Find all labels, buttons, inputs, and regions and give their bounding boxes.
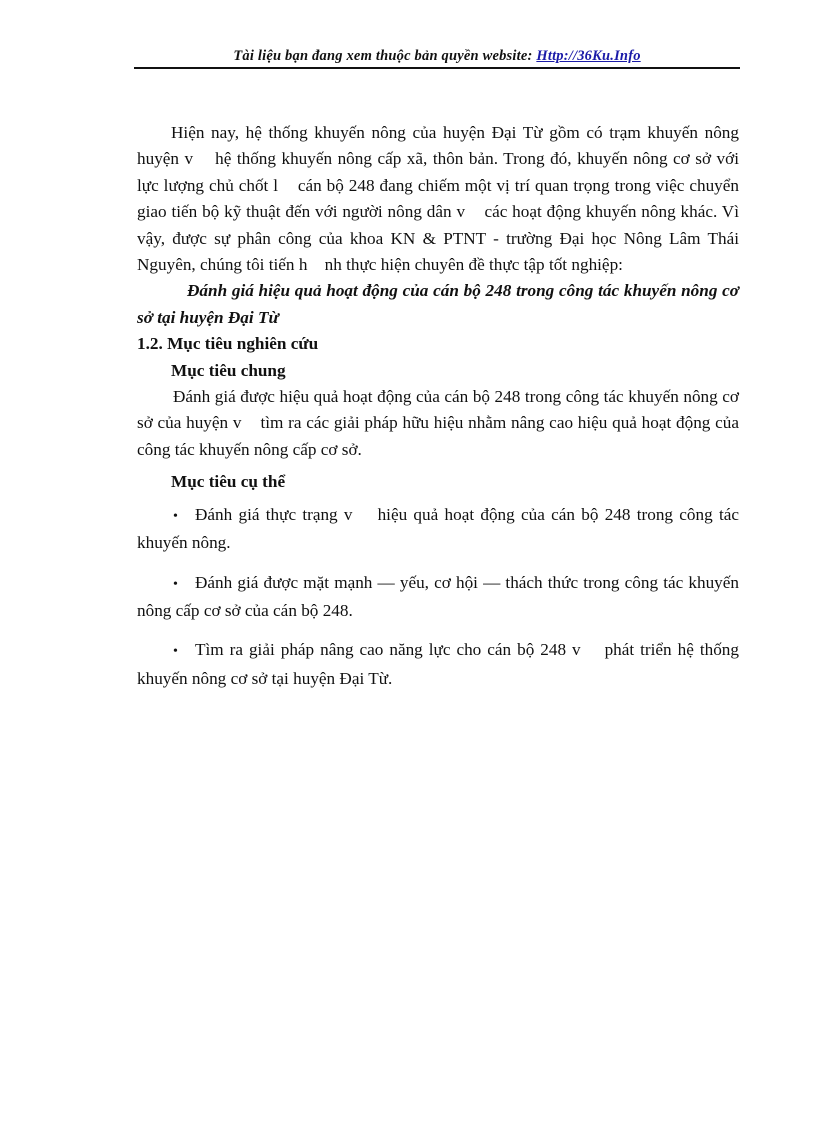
- page-header: [134, 48, 740, 65]
- bullet-text: Tìm ra giải pháp nâng cao năng lực cho cán bộ 248 v phát triển hệ thống khuyến nông cơ sở tại huyện Đại Từ.: [137, 640, 744, 688]
- bullet-text: Đánh giá được mặt mạnh — yếu, cơ hội — thách thức trong công tác khuyến nông cấp cơ sở của cán bộ 248.: [137, 572, 744, 620]
- list-item: [137, 637, 744, 692]
- specific-objective-heading: Mục tiêu cụ thể: [171, 472, 286, 492]
- bullet-icon: •: [173, 576, 178, 592]
- header-copyright-text: Tài liệu bạn đang xem thuộc bản quyền website:: [233, 48, 537, 64]
- header-website-link[interactable]: Http://36Ku.Info: [536, 48, 641, 64]
- list-item: [137, 570, 744, 625]
- document-body: [137, 120, 744, 692]
- general-objective-heading: Mục tiêu chung: [171, 360, 286, 380]
- section-heading: 1.2. Mục tiêu nghiên cứu: [137, 334, 319, 354]
- bullet-text: Đánh giá thực trạng v hiệu quả hoạt động của cán bộ 248 trong công tác khuyến nông.: [137, 504, 744, 553]
- general-objective-text: Đánh giá được hiệu quả hoạt động của cán bộ 248 trong công tác khuyến nông cơ sở của huyện v tìm ra các giải pháp hữu hiệu nhằm nâng cao hiệu quả hoạt động của công tác khuyến nông cấp cơ sở.: [137, 387, 744, 459]
- bullet-icon: •: [173, 508, 178, 524]
- header-divider: [134, 67, 740, 69]
- bullet-icon: •: [173, 644, 178, 660]
- list-item: [137, 502, 744, 557]
- intro-paragraph: Hiện nay, hệ thống khuyến nông của huyện Đại Từ gồm có trạm khuyến nông huyện v hệ thống khuyến nông cấp xã, thôn bản. Trong đó, khuyến nông cơ sở với lực lượng chủ chốt l cán bộ 248 đang chiếm một vị trí quan trọng trong việc chuyển giao tiến bộ kỹ thuật đến với người nông dân v các hoạt động khuyến nông khác. Vì vậy, được sự phân công của khoa KN & PTNT - trường Đại học Nông Lâm Thái Nguyên, chúng tôi tiến h nh thực hiện chuyên đề thực tập tốt nghiệp:: [137, 123, 744, 275]
- topic-title: Đánh giá hiệu quả hoạt động của cán bộ 248 trong công tác khuyến nông cơ sở tại huyện Đại Từ: [137, 281, 739, 327]
